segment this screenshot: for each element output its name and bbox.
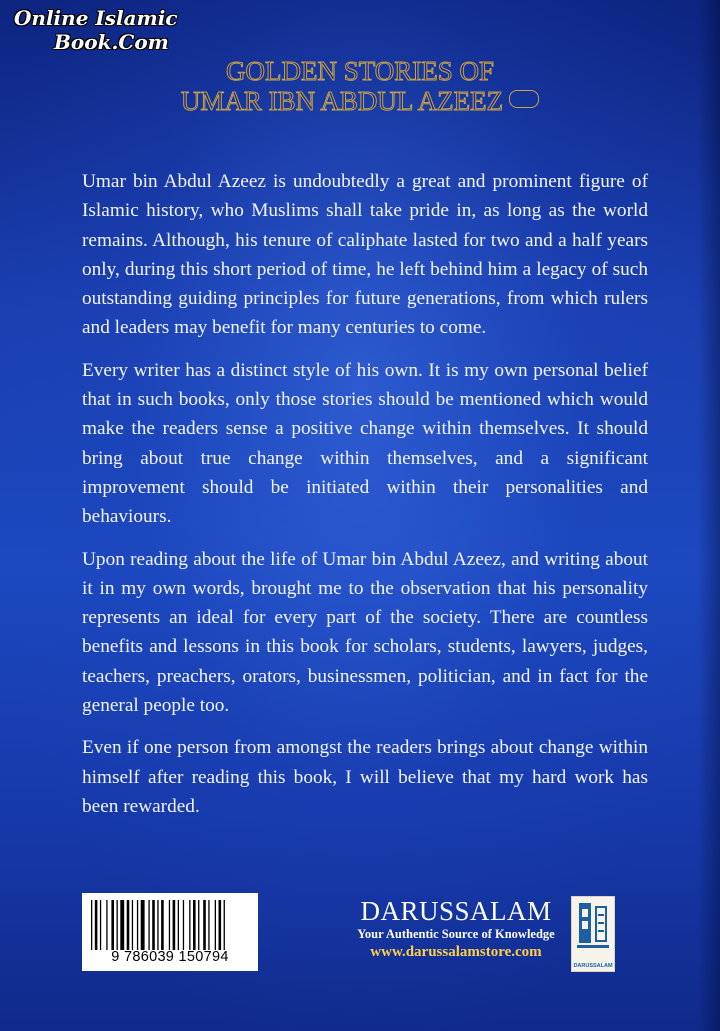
- publisher-tagline: Your Authentic Source of Knowledge: [357, 927, 555, 941]
- logo-emblem-icon: [572, 897, 614, 957]
- title-line-2: UMAR IBN ABDUL AZEEZ: [180, 86, 504, 116]
- blurb-paragraph-1: Umar bin Abdul Azeez is undoubtedly a great and prominent figure of Islamic history, who Muslims shall take pride in, as long as the world remains. Although, his tenure of caliphate lasted for two and a half years only, during this short period of time, he left behind him a legacy of such outstanding guiding principles for future generations, from which rulers and leaders may benefit for many centuries to come.: [82, 171, 648, 339]
- watermark-line-2: Book.Com: [54, 30, 169, 54]
- blurb-paragraph-2: Every writer has a distinct style of his own. It is my own personal belief that in such books, only those stories should be mentioned which would make the readers sense a positive change within themselves. It should bring about true change within themselves, and a significant improvement should be initiated within their personalities and behaviours.: [82, 359, 648, 528]
- barcode-bars-icon: [91, 900, 249, 950]
- logo-caption: DARUSSALAM: [573, 963, 613, 969]
- publisher-block: [340, 896, 572, 962]
- watermark-line-1: Online Islamic: [14, 6, 178, 30]
- blurb-paragraph-3: Upon reading about the life of Umar bin Abdul Azeez, and writing about it in my own words, brought me to the observation that his personality represents an ideal for every part of the society. There are countless benefits and lessons in this book for scholars, students, lawyers, judges, teachers, preachers, orators, businessmen, politician, and in fact for the general people too.: [82, 548, 648, 717]
- book-title: [0, 56, 720, 116]
- title-line-1: GOLDEN STORIES OF: [225, 56, 495, 86]
- isbn-number: 9 786039 150794: [111, 949, 229, 965]
- publisher-logo-icon: [571, 896, 615, 972]
- cover-edge-shadow: [698, 0, 720, 1031]
- publisher-url: www.darussalamstore.com: [370, 944, 542, 960]
- blurb-text: [82, 167, 648, 834]
- site-watermark: [14, 6, 178, 54]
- barcode: [82, 893, 258, 971]
- blurb-paragraph-4: Even if one person from amongst the readers brings about change within himself after reading this book, I will believe that my hard work has been rewarded.: [82, 737, 648, 817]
- publisher-name: DARUSSALAM: [360, 896, 552, 926]
- honorific-seal-icon: [509, 90, 539, 108]
